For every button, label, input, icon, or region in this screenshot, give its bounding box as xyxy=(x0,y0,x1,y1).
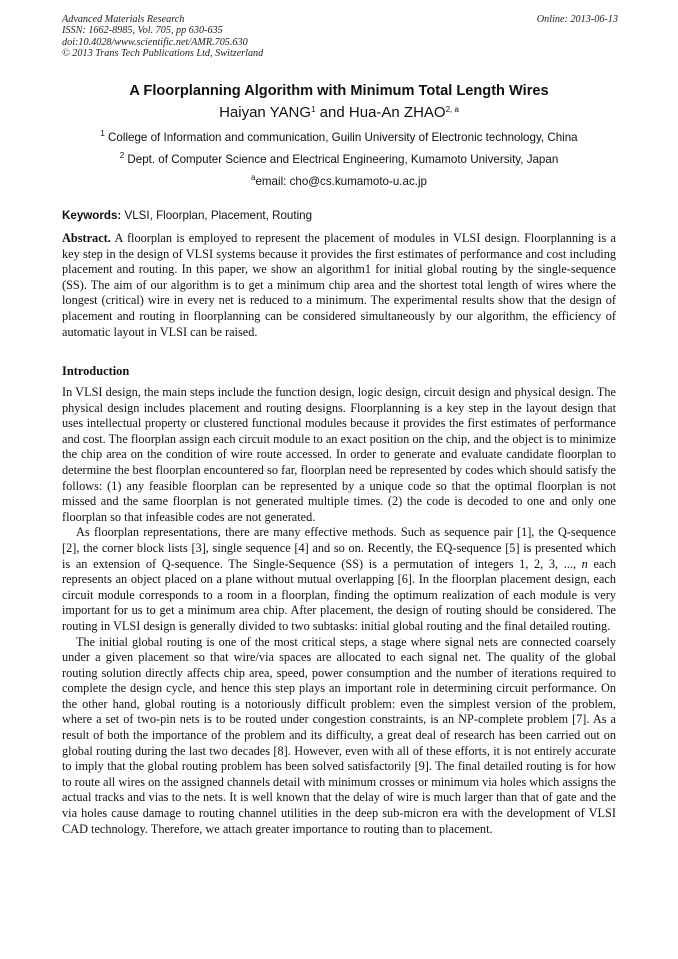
author-1-sup: 1 xyxy=(311,105,316,114)
author-line xyxy=(0,104,678,121)
paper-title: A Floorplanning Algorithm with Minimum Total Length Wires xyxy=(129,83,549,99)
doi-line: doi:10.4028/www.scientific.net/AMR.705.630 xyxy=(62,36,248,48)
author-2-name: Hua-An ZHAO xyxy=(348,104,446,121)
intro-paragraph-3: The initial global routing is one of the most critical steps, a stage where signal nets are connected coarsely under a given placement so that wire/via spaces are allocated to each signal net. The quality of the global routing solution directly affects chip area, speed, power consumption and the number of iterations required to complete the design cycle, and hence this step plays an important role in determining circuit performance. On the other hand, global routing is a notoriously difficult problem: even the simplest version of the problem, where a set of two-pin nets is to be routed under congestion constraints, is an NP-complete problem [7]. As a result of both the importance of the problem and its difficulty, a great deal of research has been carried out on global routing during the last two decades [8]. However, even with all of these efforts, it is not entirely accurate to imply that the global routing problem has been solved satisfactorily [9]. The final detailed routing is for how to route all wires on the assigned channels detail with minimum crosses or minimum via holes which assigns the actual tracks and vias to the nets. It is well known that the delay of wire is much larger than that of gate and the via holes cause damage to routing channel utilities in the deep sub-micron era with the development of VLSI CAD technology. Therefore, we attach greater importance to routing than to placement. xyxy=(62,634,616,836)
author-1-name: Haiyan YANG xyxy=(219,104,312,121)
affiliation-2-sup: 2 xyxy=(119,151,125,160)
author-2-sup: 2, a xyxy=(445,105,459,114)
abstract-block xyxy=(62,231,616,340)
intro-p2-italic-n: n xyxy=(581,556,588,571)
keywords-label: Keywords: xyxy=(62,209,122,222)
section-heading-introduction: Introduction xyxy=(62,364,130,378)
abstract-text: A floorplan is employed to represent the placement of modules in VLSI design. Floorplanning is a key step in the design of VLSI systems because it provides the first estimates of performance and cost including placement and routing. In this paper, we show an algorithm1 for initial global routing by the single-sequence (SS). The aim of our algorithm is to get a minimum chip area and the shortest total length of wires where the longest (critical) wire in every net is reduced to a minimum. The experimental results show that the design of placement and routing in floorplanning can be considered simultaneously by our algorithm, the efficiency of automatic layout in VLSI can be raised. xyxy=(62,231,616,339)
email-sup: a xyxy=(250,173,256,182)
email-text: email: cho@cs.kumamoto-u.ac.jp xyxy=(255,175,428,188)
online-date: Online: 2013-06-13 xyxy=(536,14,618,25)
keywords-line xyxy=(62,209,312,222)
intro-p2-part-b: each represents an object placed on a plane without mutual overlapping [6]. In the floorplan placement design, each circuit module corresponds to a room in a floorplan, finding the optimum realization of each module is very important for us to get a minimum area chip. After placement, the design of routing should be considered. The routing in VLSI design is generally divided to two subtasks: initial global routing and the final detailed routing. xyxy=(62,556,616,633)
intro-paragraph-2 xyxy=(62,525,616,634)
affiliation-1-sup: 1 xyxy=(100,129,105,138)
affiliation-2 xyxy=(0,153,678,166)
abstract-label: Abstract. xyxy=(62,231,111,245)
affiliation-1 xyxy=(0,131,678,144)
introduction-body xyxy=(62,385,616,837)
affiliation-1-text: College of Information and communication, Guilin University of Electronic technology, China xyxy=(104,131,578,144)
email-line xyxy=(0,175,678,188)
intro-paragraph-1: In VLSI design, the main steps include the function design, logic design, circuit design and physical design. The physical design includes placement and routing designs. Floorplanning is a key step in the layout design that uses intellectual property or clustered functional modules because it provides the first estimates of performance and cost. The floorplan assign each circuit module to an exact position on the chip, and the object is to minimize the chip area on the condition of wire route accessed. In order to generate and evaluate candidate floorplan to determine the best floorplan encountered so far, floorplan need be represented by codes which should satisfy the follows: (1) any feasible floorplan can be represented by a unique code so that the optimal floorplan is not missed and the same floorplan is not generated multiple times. (2) the code is decoded to one and only one floorplan so that infeasible codes are not generated. xyxy=(62,385,616,524)
keywords-text: VLSI, Floorplan, Placement, Routing xyxy=(121,209,313,222)
intro-p2-part-a: As floorplan representations, there are many effective methods. Such as sequence pair [1], the Q-sequence [2], the corner block lists [3], single sequence [4] and so on. Recently, the EQ-sequence [5] is presented which is an extension of Q-sequence. The Single-Sequence (SS) is a permutation of integers 1, 2, 3, ..., xyxy=(62,525,616,571)
journal-name: Advanced Materials Research xyxy=(62,14,185,25)
publication-header xyxy=(62,14,618,60)
copyright-line: © 2013 Trans Tech Publications Ltd, Switzerland xyxy=(62,48,264,60)
author-conjunction: and xyxy=(315,104,349,121)
affiliation-2-text: Dept. of Computer Science and Electrical Engineering, Kumamoto University, Japan xyxy=(124,153,559,166)
issn-line: ISSN: 1662-8985, Vol. 705, pp 630-635 xyxy=(62,25,223,37)
abstract-paragraph xyxy=(62,231,616,340)
